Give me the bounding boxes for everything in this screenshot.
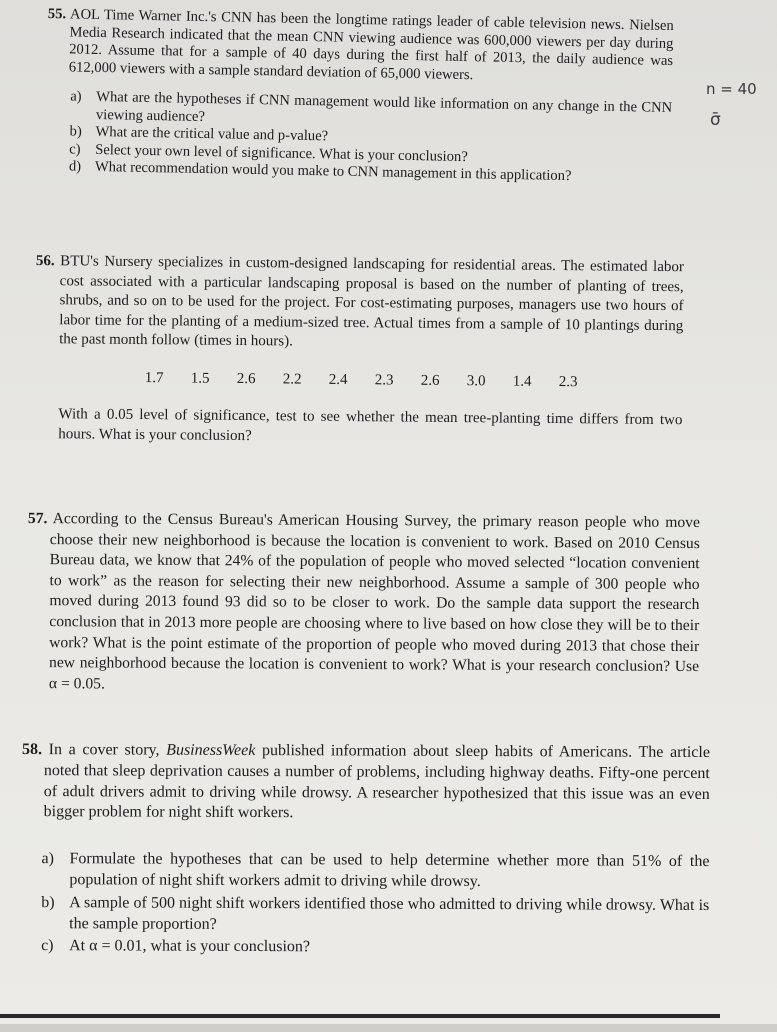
- problem-parts: [21, 849, 709, 960]
- problem-text: AOL Time Warner Inc.'s CNN has been the longtime ratings leader of cable television news. Nielsen Media Research indicated that the mean CNN viewing audience was 600,000 viewers per day during 2012. Assume that for a sample of 40 days during the first half of 2013, the daily audience was 612,000 viewers with a sample standard deviation of 65,000 viewers.: [68, 6, 674, 83]
- data-value: 2.3: [558, 373, 578, 390]
- problem-57: [27, 509, 700, 698]
- part-c: c) Select your own level of significance. What is your conclusion?: [69, 140, 468, 165]
- problem-56: [34, 252, 684, 450]
- problem-55: [45, 6, 674, 187]
- problem-text-2: With a 0.05 level of significance, test to see whether the mean tree-planting time differs from two hours. What is your conclusion?: [58, 406, 683, 444]
- part-d: d) What recommendation would you make to CNN management in this application?: [68, 158, 572, 185]
- data-value: 2.6: [420, 372, 440, 389]
- data-value: 2.4: [328, 371, 348, 388]
- data-value: 1.5: [190, 369, 210, 387]
- problem-number: 56.: [35, 252, 55, 270]
- data-value: 1.7: [144, 369, 164, 386]
- magazine-title: BusinessWeek: [166, 741, 256, 760]
- part-c: c) At α = 0.01, what is your conclusion?: [41, 937, 311, 956]
- problem-number: 55.: [47, 6, 67, 23]
- data-value: 1.4: [512, 373, 532, 390]
- problem-parts: [45, 88, 673, 188]
- data-value: 2.6: [236, 370, 256, 387]
- part-a: a) Formulate the hypotheses that can be used to help determine whether more than 51% of the population of night shift workers admit to driving while drowsy.: [41, 850, 710, 890]
- planting-times-data: [145, 369, 683, 394]
- part-b: b) What are the critical value and p-value?: [69, 123, 329, 145]
- problem-58: [21, 740, 710, 960]
- data-value: 2.2: [282, 370, 302, 388]
- problem-text: According to the Census Bureau's American Housing Survey, the primary reason people who move choose their new neighborhood is because the location is convenient to work. Based on 2010 Census Bureau data, we know that 24% of the population of people who moved selected “location convenient to work” as the reason for selecting their new neighborhood. Assume a sample of 300 people who moved during 2013 found 93 did so to be closer to work. Do the sample data support the research conclusion that in 2013 more people are choosing where to live based on how close they will be to their work? What is the point estimate of the proportion of people who moved during 2013 that chose their new neighborhood because the location is convenient to work? What is your research conclusion? Use α = 0.05.: [48, 510, 700, 693]
- problem-number: 57.: [27, 509, 48, 528]
- handwritten-sigma-note: σ̄: [710, 110, 721, 130]
- handwritten-n-note: n = 40: [706, 80, 757, 98]
- problem-number: 58.: [21, 741, 42, 759]
- data-value: 3.0: [466, 372, 486, 389]
- page-bottom-divider: [0, 1014, 720, 1018]
- page-edge-shadow: [0, 1024, 777, 1032]
- data-value: 2.3: [374, 371, 394, 388]
- problem-text-after: published information about sleep habits of Americans. The article noted that sleep deprivation causes a number of problems, including highway deaths. Fifty-one percent of adult drivers admit to driving while drowsy. A researcher hypothesized that this issue was an even bigger problem for night shift workers.: [43, 742, 711, 822]
- part-b: b) A sample of 500 night shift workers identified those who admitted to driving while drowsy. What is the sample proportion?: [41, 893, 710, 933]
- problem-text: BTU's Nursery specializes in custom-designed landscaping for residential areas. The estimated labor cost associated with a particular landscaping proposal is based on the number of planting of trees, shrubs, and so on to be used for the project. For cost-estimating purposes, managers use two hours of labor time for the planting of a medium-sized tree. Actual times from a sample of 10 plantings during the past month follow (times in hours).: [59, 253, 684, 350]
- problem-text-before: In a cover story,: [48, 741, 167, 759]
- part-a: a) What are the hypotheses if CNN management would like information on any change in the CNN viewing audience?: [70, 88, 673, 125]
